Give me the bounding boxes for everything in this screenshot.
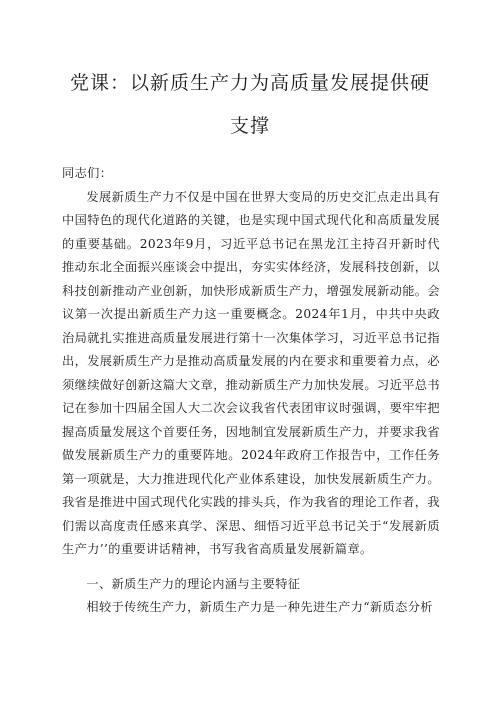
document-body bbox=[62, 162, 440, 620]
document-title-line-2: 支撑 bbox=[229, 115, 270, 137]
document-title-line-1: 党课：以新质生产力为高质量发展提供硬 bbox=[69, 72, 430, 94]
salutation: 同志们： bbox=[62, 166, 113, 180]
paragraph-intro: 发展新质生产力不仅是中国在世界大变局的历史交汇点走出具有中国特色的现代化道路的关键，也是实现中国式现代化和高质量发展的重要基础。2023年9月，习近平总书记在黑龙江主持召开新时代推动东北全面振兴座谈会中提出，夯实实体经济，发展科技创新，以科技创新推动产业创新，加快形成新质生产力，增强发展新动能。会议第一次提出新质生产力这一重要概念。2024年1月，中共中央政治局就扎实推进高质量发展进行第十一次集体学习，习近平总书记指出，发展新质生产力是推动高质量发展的内在要求和重要着力点，必须继续做好创新这篇大文章，推动新质生产力加快发展。习近平总书记在参加十四届全国人大二次会议我省代表团审议时强调，要牢牢把握高质量发展这个首要任务，因地制宜发展新质生产力，并要求我省做发展新质生产力的重要阵地。2024年政府工作报告中，工作任务第一项就是，大力推进现代化产业体系建设，加快发展新质生产力。我省是推进中国式现代化实践的排头兵，作为我省的理论工作者，我们需以高度责任感来真学、深思、细悟习近平总书记关于“发展新质生产力’’的重要讲话精神，书写我省高质量发展新篇章。 bbox=[62, 189, 440, 556]
paragraph-section-1: 相较于传统生产力，新质生产力是一种先进生产力“新质态分析 bbox=[86, 600, 433, 614]
section-heading-1: 一、新质生产力的理论内涵与主要特征 bbox=[86, 576, 301, 591]
